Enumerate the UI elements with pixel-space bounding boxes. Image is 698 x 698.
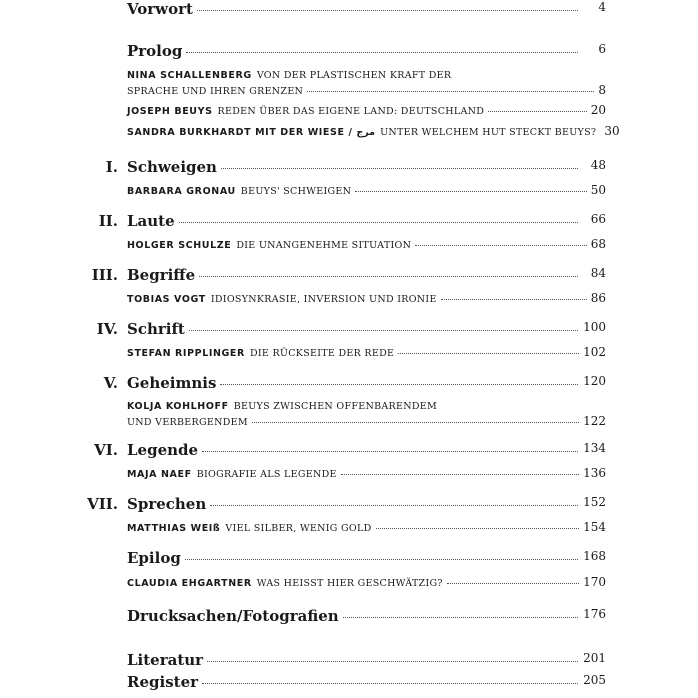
page-number: 20 — [590, 103, 606, 117]
section-title: Begriffe — [127, 266, 196, 284]
author-name: STEFAN RIPPLINGER — [127, 348, 245, 359]
page-number: 8 — [598, 83, 606, 97]
section-number: II. — [98, 212, 118, 230]
author-name: BARBARA GRONAU — [127, 186, 236, 197]
page-number: 201 — [583, 651, 606, 665]
section-title: Schweigen — [127, 158, 217, 176]
essay-title: REDEN ÜBER DAS EIGENE LAND: DEUTSCHLAND — [217, 106, 485, 117]
leader-dots — [376, 528, 580, 529]
sub-line — [127, 103, 606, 119]
leader-dots — [307, 91, 594, 92]
sub-line — [127, 291, 606, 307]
leader-dots — [415, 245, 587, 246]
leader-dots — [202, 683, 578, 684]
page-number: 86 — [590, 291, 606, 305]
page-number: 134 — [583, 441, 606, 455]
sub-line — [127, 68, 606, 83]
sub-entry — [127, 124, 620, 140]
page-number: 205 — [583, 673, 606, 687]
toc-line — [127, 0, 582, 18]
toc-line — [127, 607, 582, 625]
section-title: Laute — [127, 212, 175, 230]
essay-title: WAS HEISST HIER GESCHWÄTZIG? — [256, 578, 443, 589]
section-title: Prolog — [127, 42, 183, 60]
sub-line — [127, 466, 606, 482]
essay-title: BEUYS' SCHWEIGEN — [240, 186, 352, 197]
author-name: NINA SCHALLENBERG — [127, 70, 252, 81]
essay-title: UNTER WELCHEM HUT STECKT BEUYS? — [380, 127, 597, 138]
sub-line — [127, 575, 606, 591]
toc-entry[interactable] — [0, 549, 698, 571]
section-title: Vorwort — [127, 0, 193, 18]
leader-dots — [220, 384, 578, 385]
leader-dots — [447, 583, 579, 584]
sub-entry — [127, 291, 606, 307]
section-title: Drucksachen/Fotografien — [127, 607, 339, 625]
leader-dots — [355, 191, 586, 192]
section-title: Literatur — [127, 651, 204, 669]
sub-line — [127, 414, 606, 430]
section-number: VI. — [94, 441, 118, 459]
page-number: 100 — [583, 320, 606, 334]
leader-dots — [185, 559, 578, 560]
sub-line — [127, 83, 606, 99]
leader-dots — [207, 661, 578, 662]
toc-entry[interactable] — [0, 158, 698, 180]
page-number: 6 — [598, 42, 606, 56]
section-title: Geheimnis — [127, 374, 217, 392]
essay-title: VIEL SILBER, WENIG GOLD — [225, 523, 372, 534]
essay-title: BEUYS ZWISCHEN OFFENBARENDEM — [233, 401, 437, 412]
leader-dots — [189, 330, 578, 331]
toc-entry[interactable] — [0, 607, 698, 629]
author-name: MATTHIAS WEIß — [127, 523, 221, 534]
section-number: I. — [105, 158, 118, 176]
leader-dots — [441, 299, 587, 300]
leader-dots — [202, 451, 578, 452]
leader-dots — [197, 10, 578, 11]
author-name: SANDRA BURKHARDT MIT DER WIESE / مرج — [127, 127, 376, 138]
sub-line — [127, 237, 606, 253]
essay-title: BIOGRAFIE ALS LEGENDE — [196, 469, 337, 480]
toc-entry[interactable] — [0, 0, 698, 22]
essay-title: DIE RÜCKSEITE DER REDE — [249, 348, 395, 359]
section-title: Legende — [127, 441, 199, 459]
sub-entry — [127, 399, 606, 430]
page-number: 122 — [583, 414, 606, 428]
sub-entry — [127, 183, 606, 199]
leader-dots — [199, 276, 578, 277]
page-number: 176 — [583, 607, 606, 621]
author-name: HOLGER SCHULZE — [127, 240, 232, 251]
page-number: 168 — [583, 549, 606, 563]
leader-dots — [186, 52, 578, 53]
sub-entry — [127, 237, 606, 253]
section-number: III. — [91, 266, 118, 284]
leader-dots — [488, 111, 587, 112]
sub-line — [127, 124, 620, 140]
page-number: 48 — [590, 158, 606, 172]
toc-line — [127, 441, 582, 459]
toc-entry[interactable] — [0, 320, 698, 342]
leader-dots — [210, 505, 578, 506]
page-number: 84 — [590, 266, 606, 280]
sub-entry — [127, 520, 606, 536]
toc-line — [127, 212, 582, 230]
page-number: 170 — [583, 575, 606, 589]
section-title: Epilog — [127, 549, 181, 567]
toc-line — [127, 673, 582, 691]
section-number: IV. — [96, 320, 118, 338]
sub-entry — [127, 68, 606, 99]
toc-entry[interactable] — [0, 495, 698, 517]
leader-dots — [343, 617, 578, 618]
toc-line — [127, 651, 582, 669]
toc-entry[interactable] — [0, 673, 698, 695]
page-number: 30 — [604, 124, 620, 138]
leader-dots — [398, 353, 579, 354]
sub-line — [127, 520, 606, 536]
leader-dots — [179, 222, 578, 223]
page-number: 66 — [590, 212, 606, 226]
author-name: TOBIAS VOGT — [127, 294, 206, 305]
essay-title: IDIOSYNKRASIE, INVERSION UND IRONIE — [210, 294, 437, 305]
section-title: Sprechen — [127, 495, 207, 513]
toc-line — [127, 495, 582, 513]
toc-entry[interactable] — [0, 651, 698, 673]
author-name: JOSEPH BEUYS — [127, 106, 213, 117]
toc-entry[interactable] — [0, 212, 698, 234]
toc-entry[interactable] — [0, 374, 698, 396]
sub-entry — [127, 575, 606, 591]
toc-line — [127, 374, 582, 392]
page-number: 4 — [598, 0, 606, 14]
author-name: MAJA NAEF — [127, 469, 192, 480]
toc-entry[interactable] — [0, 266, 698, 288]
sub-entry — [127, 345, 606, 361]
essay-title-continued: SPRACHE UND IHREN GRENZEN — [127, 86, 304, 97]
page-number: 154 — [583, 520, 606, 534]
toc-line — [127, 42, 582, 60]
page-number: 120 — [583, 374, 606, 388]
page-number: 50 — [590, 183, 606, 197]
toc-entry[interactable] — [0, 42, 698, 64]
page-number: 68 — [590, 237, 606, 251]
toc-line — [127, 549, 582, 567]
essay-title: VON DER PLASTISCHEN KRAFT DER — [256, 70, 452, 81]
toc-line — [127, 266, 582, 284]
author-name: CLAUDIA EHGARTNER — [127, 578, 252, 589]
toc-line — [127, 158, 582, 176]
author-name: KOLJA KOHLHOFF — [127, 401, 229, 412]
essay-title-continued: UND VERBERGENDEM — [127, 417, 248, 428]
section-number: VII. — [87, 495, 118, 513]
page-number: 152 — [583, 495, 606, 509]
leader-dots — [221, 168, 578, 169]
section-number: V. — [103, 374, 118, 392]
leader-dots — [341, 474, 579, 475]
sub-entry — [127, 103, 606, 119]
section-title: Register — [127, 673, 199, 691]
toc-entry[interactable] — [0, 441, 698, 463]
toc-line — [127, 320, 582, 338]
sub-entry — [127, 466, 606, 482]
section-title: Schrift — [127, 320, 185, 338]
page-number: 102 — [583, 345, 606, 359]
page-number: 136 — [583, 466, 606, 480]
sub-line — [127, 183, 606, 199]
sub-line — [127, 399, 606, 414]
sub-line — [127, 345, 606, 361]
leader-dots — [252, 422, 579, 423]
essay-title: DIE UNANGENEHME SITUATION — [236, 240, 412, 251]
